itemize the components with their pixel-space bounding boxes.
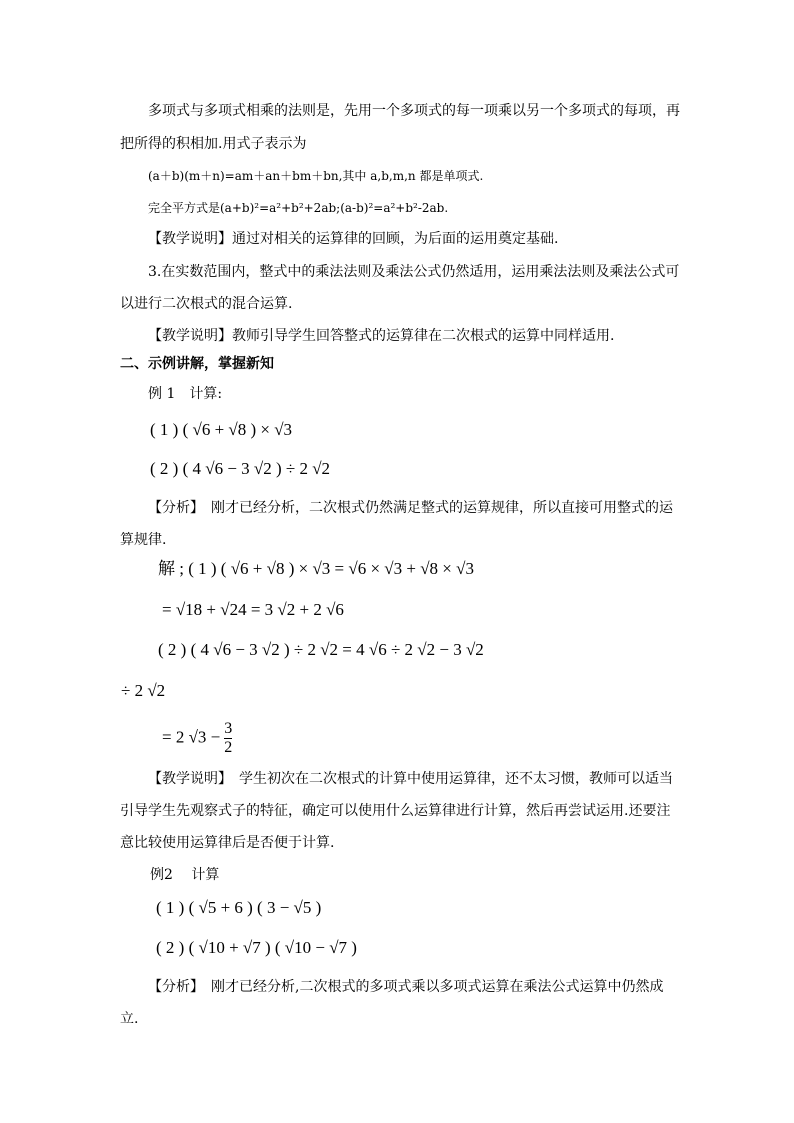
analysis-2-line-1: 【分析】 刚才已经分析,二次根式的多项式乘以多项式运算在乘法公式运算中仍然成 xyxy=(148,979,664,995)
teaching-note-3-line-2: 引导学生先观察式子的特征，确定可以使用什么运算律进行计算，然后再尝试运用.还要注 xyxy=(120,803,671,819)
fraction-denominator: 2 xyxy=(224,739,233,756)
teaching-note-3-line-1: 【教学说明】 学生初次在二次根式的计算中使用运算律，还不太习惯，教师可以适当 xyxy=(148,771,673,787)
formula-perfect-square: 完全平方式是(a+b)²=a²+b²+2ab;(a-b)²=a²+b²-2ab. xyxy=(148,201,449,215)
point-3-line-1: 3.在实数范围内，整式中的乘法法则及乘法公式仍然适用，运用乘法法则及乘法公式可 xyxy=(148,264,680,280)
example-1-expr-2: ( 2 ) ( 4 √6 − 3 √2 ) ÷ 2 √2 xyxy=(150,459,331,478)
rule-text-line-1: 多项式与多项式相乘的法则是，先用一个多项式的每一项乘以另一个多项式的每项，再 xyxy=(148,103,680,119)
example-2-expr-1: ( 1 ) ( √5 + 6 ) ( 3 − √5 ) xyxy=(156,898,322,917)
analysis-2-line-2: 立. xyxy=(120,1011,139,1027)
teaching-note-1: 【教学说明】通过对相关的运算律的回顾，为后面的运用奠定基础. xyxy=(148,231,559,247)
point-3-line-2: 以进行二次根式的混合运算. xyxy=(120,296,293,312)
fraction-numerator: 3 xyxy=(224,720,233,737)
example-1-label: 例 1 计算: xyxy=(148,386,223,402)
solution-line-3: ( 2 ) ( 4 √6 − 3 √2 ) ÷ 2 √2 = 4 √6 ÷ 2 √2 − 3 √2 xyxy=(158,640,484,659)
teaching-note-2: 【教学说明】教师引导学生回答整式的运算律在二次根式的运算中同样适用. xyxy=(148,328,615,344)
rule-text-line-2: 把所得的积相加.用式子表示为 xyxy=(120,136,307,152)
solution-line-5-text: = 2 √3 − xyxy=(162,727,221,747)
solution-line-2: = √18 + √24 = 3 √2 + 2 √6 xyxy=(162,600,344,619)
solution-line-1: 解 ; ( 1 ) ( √6 + √8 ) × √3 = √6 × √3 + √8 × √3 xyxy=(158,559,474,578)
example-2-expr-2: ( 2 ) ( √10 + √7 ) ( √10 − √7 ) xyxy=(156,938,357,957)
formula-expansion: (a＋b)(m＋n)=am＋an＋bm＋bn,其中 a,b,m,n 都是单项式. xyxy=(148,169,484,183)
fraction-three-halves xyxy=(224,720,232,757)
section-heading: 二、示例讲解，掌握新知 xyxy=(120,356,274,372)
solution-line-4: ÷ 2 √2 xyxy=(121,681,166,700)
analysis-1-line-1: 【分析】 刚才已经分析，二次根式仍然满足整式的运算规律，所以直接可用整式的运 xyxy=(148,500,673,516)
analysis-1-line-2: 算规律. xyxy=(120,532,167,548)
solution-line-5 xyxy=(162,720,232,757)
example-1-expr-1: ( 1 ) ( √6 + √8 ) × √3 xyxy=(150,420,293,439)
example-2-label: 例2 计算 xyxy=(150,867,220,883)
teaching-note-3-line-3: 意比较使用运算律后是否便于计算. xyxy=(120,835,335,851)
